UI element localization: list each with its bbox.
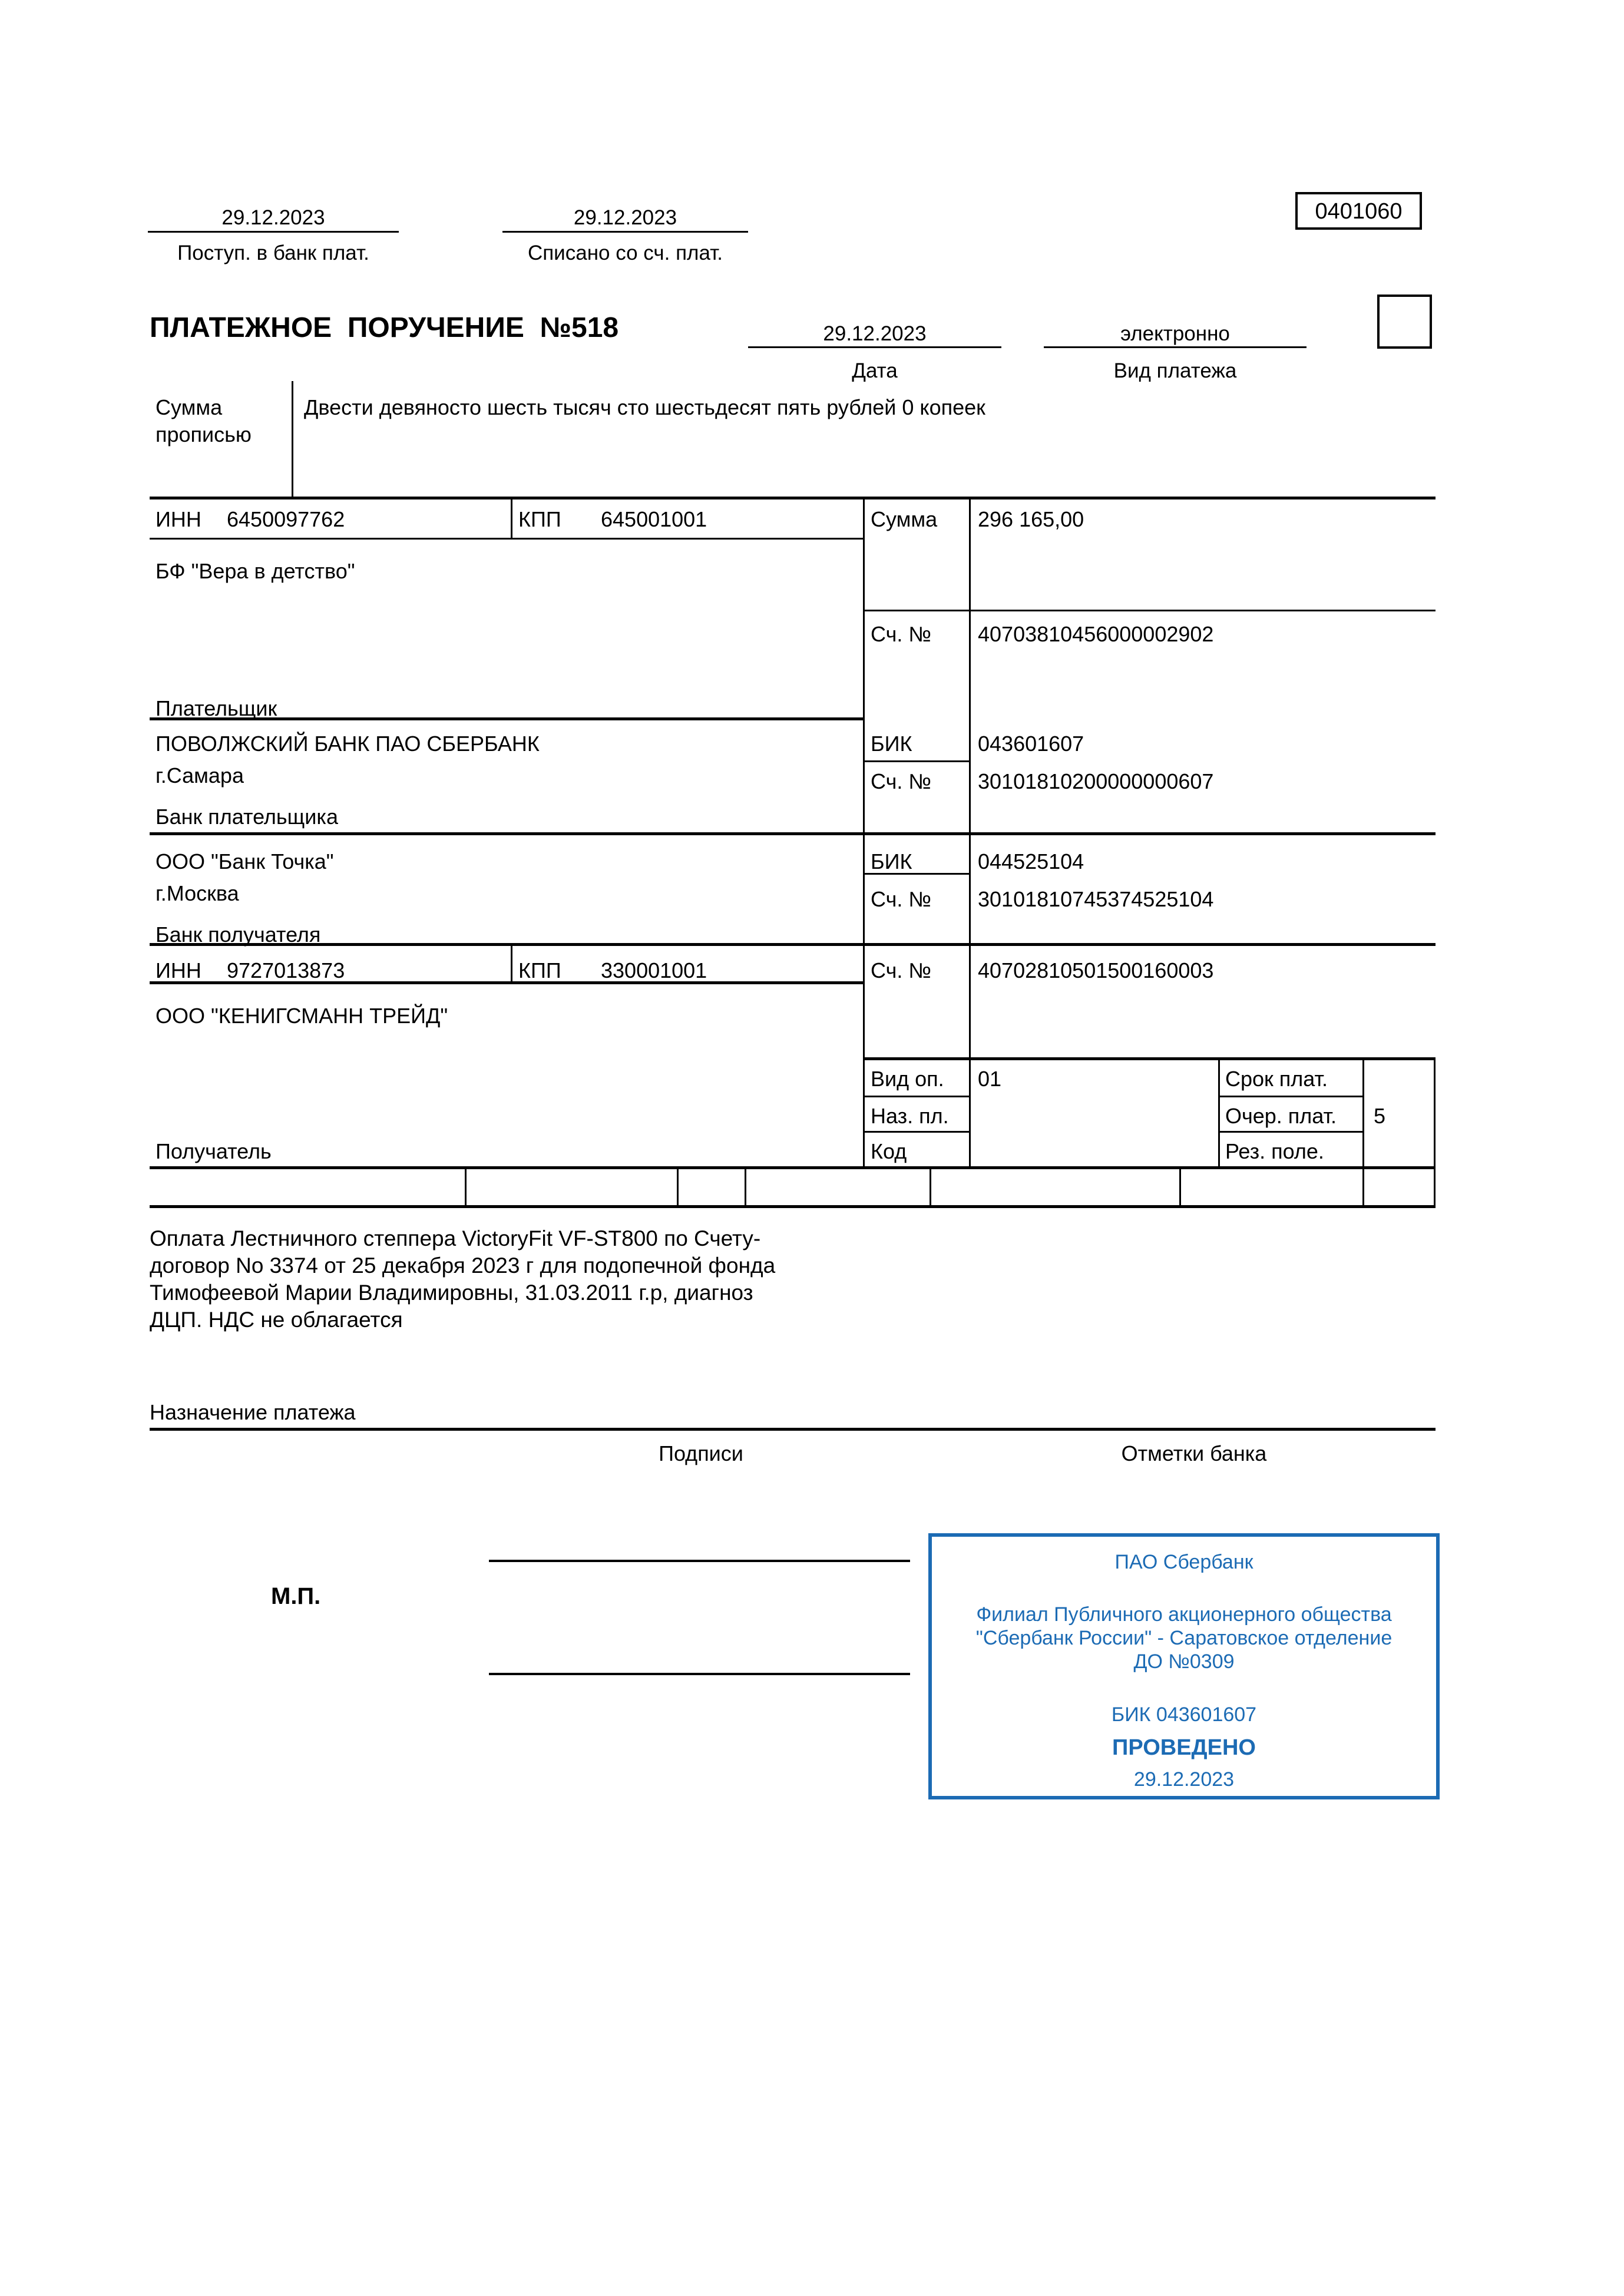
- payee-name: ООО "КЕНИГСМАНН ТРЕЙД": [156, 1004, 448, 1028]
- purpose-line: ДЦП. НДС не облагается: [150, 1308, 403, 1332]
- table-line: [930, 1166, 931, 1205]
- payee-inn-label: ИНН: [156, 958, 201, 982]
- signatures-label: Подписи: [659, 1441, 743, 1465]
- op-kind-label: Вид оп.: [871, 1067, 944, 1091]
- payee-bank-name: ООО "Банк Точка": [156, 849, 334, 874]
- payee-account-value: 40702810501500160003: [978, 958, 1214, 982]
- payee-bank-account-label: Сч. №: [871, 887, 931, 911]
- payer-bank-name: ПОВОЛЖСКИЙ БАНК ПАО СБЕРБАНК: [156, 732, 540, 756]
- sum-value: 296 165,00: [978, 507, 1084, 531]
- priority-label: Очер. плат.: [1225, 1104, 1337, 1128]
- table-line: [150, 497, 1436, 499]
- payer-bank-city: г.Самара: [156, 763, 244, 788]
- bank-marks-label: Отметки банка: [1121, 1441, 1267, 1465]
- reserve-field-label: Рез. поле.: [1225, 1139, 1324, 1163]
- status-checkbox: [1377, 295, 1432, 349]
- payer-bank-bik-label: БИК: [871, 732, 912, 756]
- payer-account-value: 40703810456000002902: [978, 622, 1214, 646]
- table-line: [1218, 1131, 1362, 1133]
- purpose-code-label: Наз. пл.: [871, 1104, 949, 1128]
- amount-words-divider: [292, 381, 293, 497]
- table-line: [511, 943, 512, 981]
- payee-kpp-value: 330001001: [601, 958, 707, 982]
- table-line: [150, 538, 863, 540]
- payment-kind-label: Вид платежа: [1113, 359, 1237, 382]
- table-line: [1218, 1096, 1362, 1097]
- amount-words-label-line2: прописью: [156, 422, 252, 446]
- received-date-line: [148, 231, 399, 233]
- payee-inn-value: 9727013873: [227, 958, 345, 982]
- payee-bank-section-label: Банк получателя: [156, 922, 321, 947]
- priority-value: 5: [1374, 1104, 1386, 1128]
- document-date-label: Дата: [852, 359, 898, 382]
- form-code-value: 0401060: [1315, 199, 1403, 224]
- stamp-status: ПРОВЕДЕНО: [1112, 1735, 1256, 1760]
- payer-kpp-label: КПП: [518, 507, 561, 531]
- code-label: Код: [871, 1139, 907, 1163]
- payee-section-label: Получатель: [156, 1139, 272, 1163]
- table-line: [150, 943, 1436, 946]
- table-line: [1362, 1057, 1364, 1205]
- table-line: [1218, 1057, 1220, 1166]
- document-date-value: 29.12.2023: [823, 322, 927, 345]
- received-date-label: Поступ. в банк плат.: [177, 241, 369, 264]
- payer-kpp-value: 645001001: [601, 507, 707, 531]
- table-line: [150, 1428, 1436, 1431]
- sum-label: Сумма: [871, 507, 938, 531]
- debited-date-line: [502, 231, 748, 233]
- payee-bank-bik-label: БИК: [871, 849, 912, 874]
- stamp-branch-line: ДО №0309: [1133, 1650, 1235, 1673]
- purpose-section-label: Назначение платежа: [150, 1400, 356, 1424]
- received-date-value: 29.12.2023: [221, 206, 325, 229]
- table-line: [863, 610, 1436, 611]
- purpose-line: Тимофеевой Марии Владимировны, 31.03.2011 г.р, диагноз: [150, 1281, 753, 1305]
- payer-bank-section-label: Банк плательщика: [156, 805, 338, 829]
- stamp-date: 29.12.2023: [1133, 1768, 1235, 1791]
- document-date-line: [748, 346, 1001, 348]
- signature-line: [489, 1560, 910, 1562]
- stamp-place-label: М.П.: [271, 1583, 321, 1609]
- table-line: [511, 497, 512, 538]
- purpose-line: договор No 3374 от 25 декабря 2023 г для подопечной фонда: [150, 1253, 776, 1278]
- payee-bank-bik-value: 044525104: [978, 849, 1084, 874]
- payer-name: БФ "Вера в детство": [156, 559, 355, 583]
- payer-bank-account-value: 30101810200000000607: [978, 769, 1214, 793]
- payee-kpp-label: КПП: [518, 958, 561, 982]
- payee-bank-account-value: 30101810745374525104: [978, 887, 1214, 911]
- table-line: [863, 760, 969, 762]
- payer-section-label: Плательщик: [156, 696, 277, 720]
- payment-kind-line: [1044, 346, 1307, 348]
- purpose-line: Оплата Лестничного степпера VictoryFit VF-ST800 по Счету-: [150, 1226, 761, 1250]
- payee-bank-city: г.Москва: [156, 881, 239, 905]
- document-title: ПЛАТЕЖНОЕ ПОРУЧЕНИЕ №518: [150, 312, 619, 343]
- stamp-bank-name: ПАО Сбербанк: [1114, 1551, 1253, 1573]
- table-line: [1179, 1166, 1181, 1205]
- table-line: [677, 1166, 679, 1205]
- payer-inn-label: ИНН: [156, 507, 201, 531]
- table-line: [150, 832, 1436, 835]
- payer-bank-account-label: Сч. №: [871, 769, 931, 793]
- amount-words-value: Двести девяносто шесть тысяч сто шестьдесят пять рублей 0 копеек: [304, 395, 985, 419]
- amount-words-label-line1: Сумма: [156, 395, 223, 419]
- table-line: [863, 497, 865, 1166]
- form-code-box: [1295, 192, 1422, 230]
- payment-kind-value: электронно: [1120, 322, 1230, 345]
- debited-date-label: Списано со сч. плат.: [527, 241, 723, 264]
- payer-inn-value: 6450097762: [227, 507, 345, 531]
- payer-account-label: Сч. №: [871, 622, 931, 646]
- payee-account-label: Сч. №: [871, 958, 931, 982]
- stamp-branch-line: Филиал Публичного акционерного общества: [976, 1603, 1392, 1626]
- table-line: [745, 1166, 746, 1205]
- table-line: [863, 1057, 1436, 1060]
- stamp-bik: БИК 043601607: [1111, 1703, 1257, 1726]
- table-line: [863, 1096, 969, 1097]
- table-line: [969, 497, 971, 1166]
- op-kind-value: 01: [978, 1067, 1002, 1091]
- signature-line: [489, 1673, 910, 1675]
- due-date-label: Срок плат.: [1225, 1067, 1328, 1091]
- debited-date-value: 29.12.2023: [573, 206, 677, 229]
- table-line: [150, 1205, 1436, 1208]
- table-line: [863, 1131, 969, 1133]
- table-line: [1434, 1057, 1436, 1205]
- table-line: [465, 1166, 467, 1205]
- table-line: [150, 1166, 1436, 1169]
- payer-bank-bik-value: 043601607: [978, 732, 1084, 756]
- stamp-branch-line: "Сбербанк России" - Саратовское отделение: [975, 1627, 1393, 1649]
